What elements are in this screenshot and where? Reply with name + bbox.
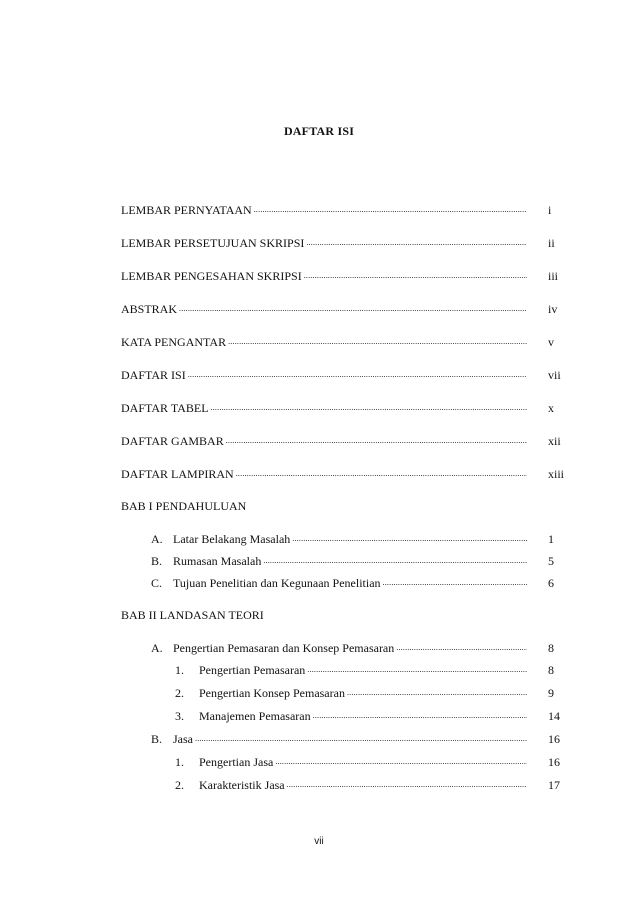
section-title: Tujuan Penelitian dan Kegunaan Penelitian (173, 576, 381, 590)
toc-section[interactable] (151, 640, 567, 656)
chapter-heading[interactable]: BAB II LANDASAN TEORI (121, 608, 264, 622)
toc-subsection[interactable] (175, 777, 567, 793)
toc-entry-label: LEMBAR PERSETUJUAN SKRIPSI (121, 236, 305, 250)
dot-leader (307, 662, 527, 678)
toc-subsection-page: 9 (548, 686, 554, 700)
toc-entry-page: iii (548, 269, 559, 283)
toc-entry-page: x (548, 401, 554, 415)
toc-subsection-label (175, 662, 305, 678)
toc-entry-page: iv (548, 302, 558, 316)
dot-leader (195, 731, 527, 747)
toc-subsection[interactable] (175, 662, 567, 678)
toc-entry[interactable] (121, 367, 567, 383)
toc-section[interactable] (151, 731, 567, 747)
subsection-title: Pengertian Jasa (199, 755, 274, 769)
dot-leader (263, 553, 527, 569)
toc-entry-page: ii (548, 236, 555, 250)
section-title: Jasa (173, 732, 193, 746)
toc-section-page: 8 (548, 641, 554, 655)
toc-subsection[interactable] (175, 754, 567, 770)
toc-section-label (151, 553, 261, 569)
subsection-number: 2. (175, 686, 184, 700)
section-letter: B. (151, 554, 163, 568)
dot-leader (226, 433, 527, 449)
dot-leader (228, 334, 527, 350)
dot-leader (275, 754, 527, 770)
section-letter: A. (151, 532, 163, 546)
subsection-number: 2. (175, 778, 184, 792)
dot-leader (236, 466, 527, 482)
toc-section-label (151, 531, 290, 547)
toc-entry[interactable] (121, 334, 567, 350)
dot-leader (313, 708, 527, 724)
subsection-number: 3. (175, 709, 184, 723)
toc-subsection-label (175, 754, 273, 770)
dot-leader (179, 301, 527, 317)
toc-subsection-label (175, 777, 285, 793)
subsection-title: Karakteristik Jasa (199, 778, 285, 792)
toc-entry[interactable] (121, 235, 567, 251)
toc-subsection-label (175, 708, 311, 724)
toc-subsection-page: 16 (548, 755, 560, 769)
toc-entry[interactable] (121, 301, 567, 317)
toc-subsection-label (175, 685, 345, 701)
section-title: Pengertian Pemasaran dan Konsep Pemasaran (173, 641, 395, 655)
toc-section-label (151, 640, 394, 656)
toc-subsection[interactable] (175, 708, 567, 724)
subsection-title: Pengertian Konsep Pemasaran (199, 686, 345, 700)
section-title: Rumasan Masalah (173, 554, 262, 568)
toc-section[interactable] (151, 531, 567, 547)
toc-entry-label: KATA PENGANTAR (121, 335, 227, 349)
toc-section[interactable] (151, 553, 567, 569)
toc-section-page: 1 (548, 532, 554, 546)
dot-leader (347, 685, 527, 701)
page-title: DAFTAR ISI (283, 124, 355, 138)
toc-section-label (151, 575, 381, 591)
toc-entry-label: DAFTAR TABEL (121, 401, 209, 415)
toc-entry[interactable] (121, 400, 567, 416)
toc-section-label (151, 731, 193, 747)
dot-leader (254, 202, 527, 218)
toc-section-page: 16 (548, 732, 560, 746)
dot-leader (287, 777, 527, 793)
dot-leader (396, 640, 527, 656)
toc-section-page: 6 (548, 576, 554, 590)
toc-subsection-page: 8 (548, 663, 554, 677)
dot-leader (292, 531, 527, 547)
toc-subsection-page: 17 (548, 778, 560, 792)
toc-entry[interactable] (121, 202, 567, 218)
subsection-title: Manajemen Pemasaran (199, 709, 311, 723)
toc-entry-label: DAFTAR GAMBAR (121, 434, 224, 448)
toc-entry-label: DAFTAR ISI (121, 368, 186, 382)
subsection-title: Pengertian Pemasaran (199, 663, 306, 677)
section-letter: B. (151, 732, 163, 746)
dot-leader (211, 400, 527, 416)
toc-entry-page: xii (548, 434, 561, 448)
toc-subsection[interactable] (175, 685, 567, 701)
toc-entry-page: i (548, 203, 552, 217)
toc-entry-label: LEMBAR PENGESAHAN SKRIPSI (121, 269, 302, 283)
toc-entry[interactable] (121, 433, 567, 449)
section-letter: C. (151, 576, 163, 590)
dot-leader (188, 367, 527, 383)
toc-entry-page: xiii (548, 467, 565, 481)
toc-entry-label: LEMBAR PERNYATAAN (121, 203, 252, 217)
section-title: Latar Belakang Masalah (173, 532, 291, 546)
dot-leader (306, 235, 527, 251)
section-letter: A. (151, 641, 163, 655)
toc-entry-page: vii (548, 368, 561, 382)
toc-entry-label: ABSTRAK (121, 302, 178, 316)
chapter-heading[interactable]: BAB I PENDAHULUAN (121, 499, 247, 513)
toc-section-page: 5 (548, 554, 554, 568)
toc-entry-page: v (548, 335, 554, 349)
dot-leader (383, 575, 527, 591)
subsection-number: 1. (175, 755, 184, 769)
toc-subsection-page: 14 (548, 709, 560, 723)
toc-section[interactable] (151, 575, 567, 591)
toc-entry[interactable] (121, 466, 567, 482)
page-number: vii (314, 836, 324, 847)
dot-leader (304, 268, 527, 284)
toc-entry-label: DAFTAR LAMPIRAN (121, 467, 234, 481)
subsection-number: 1. (175, 663, 184, 677)
toc-entry[interactable] (121, 268, 567, 284)
